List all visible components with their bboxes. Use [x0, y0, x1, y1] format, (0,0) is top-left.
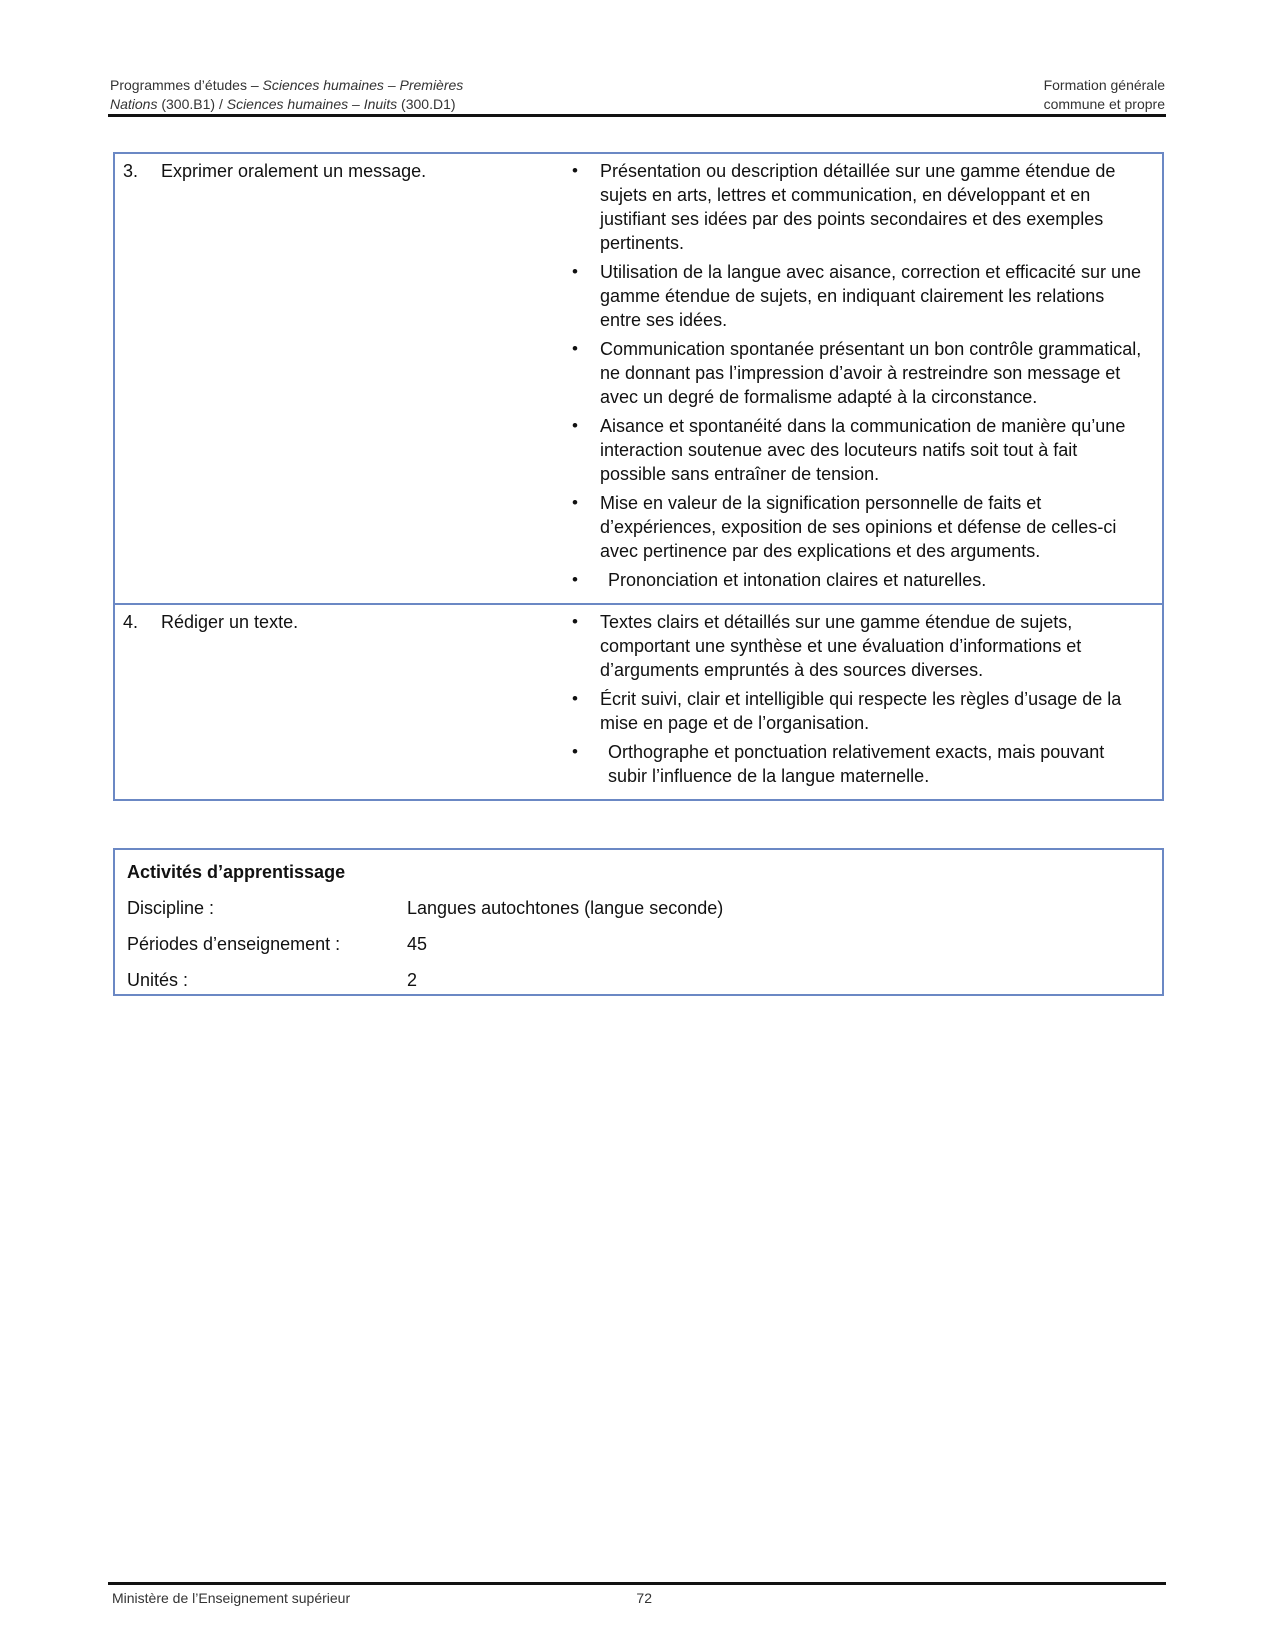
criterion-item: • Orthographe et ponctuation relativement exacts, mais pouvant subir l’influence de la langue maternelle. [571, 740, 1148, 788]
header-program-codes: Nations (300.B1) / Sciences humaines – Inuits (300.D1) [110, 96, 456, 112]
criterion-item: • Mise en valeur de la signification personnelle de faits et d’expériences, exposition de ses opinions et défense de celles-ci avec pertinence par des explications et des arguments. [571, 491, 1148, 563]
units-label: Unités : [127, 970, 189, 990]
units-value: 2 [407, 970, 418, 990]
performance-criteria [553, 154, 1162, 603]
competency-row-4 [115, 605, 1162, 799]
units-line [127, 968, 1162, 992]
page-footer [112, 1589, 652, 1607]
discipline-label: Discipline : [127, 898, 215, 918]
criterion-item: • Prononciation et intonation claires et naturelles. [571, 568, 1148, 592]
element-title: Rédiger un texte. [161, 612, 299, 632]
performance-criteria [553, 605, 1162, 799]
element-number: 3. [123, 161, 139, 181]
competency-element [115, 605, 553, 799]
page-header [110, 76, 1165, 114]
periods-line [127, 932, 1162, 956]
periods-value: 45 [407, 934, 428, 954]
criterion-item: • Communication spontanée présentant un bon contrôle grammatical, ne donnant pas l’impression d’avoir à restreindre son message et avec un degré de formalisme adapté à la circonstance. [571, 337, 1148, 409]
criterion-item: • Présentation ou description détaillée sur une gamme étendue de sujets en arts, lettres et communication, en développant et en justifiant ses idées par des points secondaires et des exemples pertinents. [571, 159, 1148, 255]
discipline-line [127, 896, 1162, 920]
footer-divider [108, 1582, 1166, 1585]
element-number: 4. [123, 612, 139, 632]
page-number: 72 [636, 1590, 652, 1606]
header-training-type: Formation générale [1043, 77, 1165, 93]
competency-row-3 [115, 154, 1162, 605]
criterion-item: • Utilisation de la langue avec aisance, correction et efficacité sur une gamme étendue de sujets, en indiquant clairement les relations entre ses idées. [571, 260, 1148, 332]
criterion-item: • Écrit suivi, clair et intelligible qui respecte les règles d’usage de la mise en page et de l’organisation. [571, 687, 1148, 735]
footer-ministry: Ministère de l’Enseignement supérieur [112, 1590, 351, 1606]
criterion-item: • Aisance et spontanéité dans la communication de manière qu’une interaction soutenue avec des locuteurs natifs soit tout à fait possible sans entraîner de tension. [571, 414, 1148, 486]
periods-label: Périodes d’enseignement : [127, 934, 341, 954]
discipline-value: Langues autochtones (langue seconde) [407, 898, 724, 918]
element-title: Exprimer oralement un message. [161, 161, 427, 181]
header-program-title: Programmes d’études – Sciences humaines – Premières [110, 77, 464, 93]
learning-activities-box [113, 848, 1164, 996]
activities-title: Activités d’apprentissage [127, 862, 346, 882]
header-divider [108, 114, 1166, 117]
competency-element [115, 154, 553, 603]
competency-table [113, 152, 1164, 801]
criterion-item: • Textes clairs et détaillés sur une gamme étendue de sujets, comportant une synthèse et une évaluation d’informations et d’arguments empruntés à des sources diverses. [571, 610, 1148, 682]
header-training-scope: commune et propre [1043, 96, 1165, 112]
